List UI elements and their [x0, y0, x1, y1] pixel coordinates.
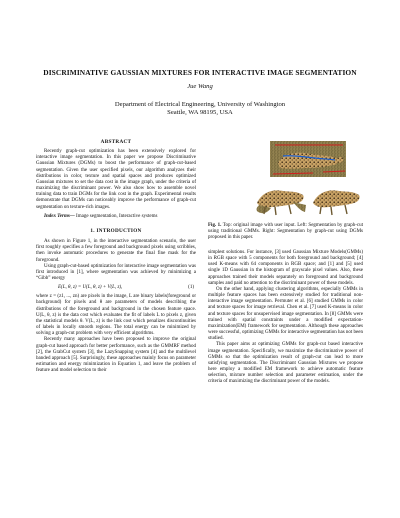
figure-1-images — [253, 141, 363, 219]
section-heading-introduction: 1. INTRODUCTION — [90, 227, 142, 234]
right-column — [208, 250, 363, 385]
right-paragraph-3: This paper aims at optimizing GMMs for graph-cut based interactive image segmentation. Specifically, we maximize the discriminative power of GMMs so that the optimization result of graph-cut can lead to more satisfying segmentation. The Discriminant Gaussian Mixtures we propose here employ a modified EM framework to achieve automatic feature selection, mixture number selection and parameter estimation, under the criteria of maximizing the discriminant power of the models. — [208, 342, 363, 385]
figure-caption-label: Fig. 1. — [208, 223, 222, 228]
intro-paragraph-1: As shown in Figure 1, in the interactive segmentation scenario, the user first roughly specifies a few foreground and background pixels using scribbles, then invoke automatic procedures to generate the final fine mask for the foreground. — [36, 239, 196, 263]
equation-body: E(L, θ, z) = U(L, θ, z) + V(L, z), — [58, 285, 123, 291]
affiliation — [0, 101, 400, 118]
paper-title: DISCRIMINATIVE GAUSSIAN MIXTURES FOR INTERACTIVE IMAGE SEGMENTATION — [43, 68, 357, 77]
right-paragraph-2: On the other hand, applying clustering algorithms, especially GMMs in multiple feature spaces has been extensively studied for traditional non-interactive image segmentation. Permuter et al. [6] studied GMMs in color and texture spaces for image retrieval. Chen et al. [7] used K-means in color and texture spaces for unsupervised image segmentation. In [8] GMMs were trained with spatial constraints under a modified expectation-maximization(EM) framework for segmentation. Although these approaches were successful, optimizing GMMs for interactive segmentation has not been studied. — [208, 286, 363, 342]
equation-number: (1) — [188, 285, 194, 291]
segmentation-dgm-result — [309, 181, 363, 217]
segmentation-gmm-result — [253, 181, 307, 217]
left-column — [36, 139, 196, 374]
figure-1-caption — [208, 223, 363, 241]
author-name: Jue Wang — [187, 83, 213, 90]
intro-paragraph-2: Using graph-cut-based optimization for interactive image segmentation was first introduced in [1], where segmentation was achieved by minimizing a “Gibb” energy — [36, 263, 196, 281]
intro-paragraph-3: where z = (z1, ..., zn) are pixels in the image, L are binary labels(foreground or background) for pixels and θ are parameters of models describing the distributions of the foreground and background in the chosen feature space. U(L, θ, z) is the data cost which evaluates the fit of labels L to pixels z, given the statistical models θ. V(L, z) is the link cost which penalizes discontinuities of labels in locally smooth regions. The total energy can be minimized by solving a graph-cut problem with very efficient algorithms. — [36, 294, 196, 337]
affiliation-line-1: Department of Electrical Engineering, University of Washington — [114, 101, 286, 108]
index-terms-text: Image segmentation, Interactive systems — [74, 213, 158, 219]
affiliation-line-2: Seattle, WA 98195, USA — [167, 109, 233, 117]
abstract-text: Recently graph-cut optimization has been extensively explored for interactive image segmentation. In this paper we propose Discriminative Gaussian Mixtures (DGMs) to boost the performance of graph-cut-based segmentation. Given the user specified pixels, our algorithm analyzes their distributions in color, texture and spatial spaces and produces optimized Gaussian mixtures to set the data cost in the image graph, under the criteria of maximizing the discriminant power. We also show how to assemble novel training data to train DGMs for the link cost in the graph. Experimental results demonstrate that DGMs can noticeably improve the performance of graph-cut segmentation on texture-rich images. — [36, 149, 196, 210]
right-paragraph-1: simplest solutions. For instance, [3] used Gaussian Mixture Models(GMMs) in RGB space with 5 components for both foreground and background; [4] used K-means with 64 components in RGB space; and [1] and [5] used single 1D Gaussian in the histogram of grayscale pixel values. Also, these approaches trained their models separately on foreground and background samples and paid no attention to the discriminant power of these models. — [208, 250, 363, 286]
index-terms-label: Index Terms— — [44, 213, 75, 219]
abstract-heading: ABSTRACT — [100, 139, 132, 145]
intro-paragraph-4: Recently many approaches have been proposed to improve the original graph-cut based approach for better performance, such as the GMMRF method [2], the GrabCut system [3], the LazySnapping system [4] and the multilevel banded approach [5]. Surprisingly, these approaches mainly focus on parameter estimation and energy minimization in Equation 1, and leave the problem of feature and model selection to their — [36, 337, 196, 374]
original-image-with-scribbles — [270, 141, 346, 177]
figure-caption-text: Top: original image with user input. Left: Segmentation by graph-cut using traditional GMMs. Right: Segmentation by graph-cut using DGMs proposed in this paper. — [208, 223, 363, 241]
